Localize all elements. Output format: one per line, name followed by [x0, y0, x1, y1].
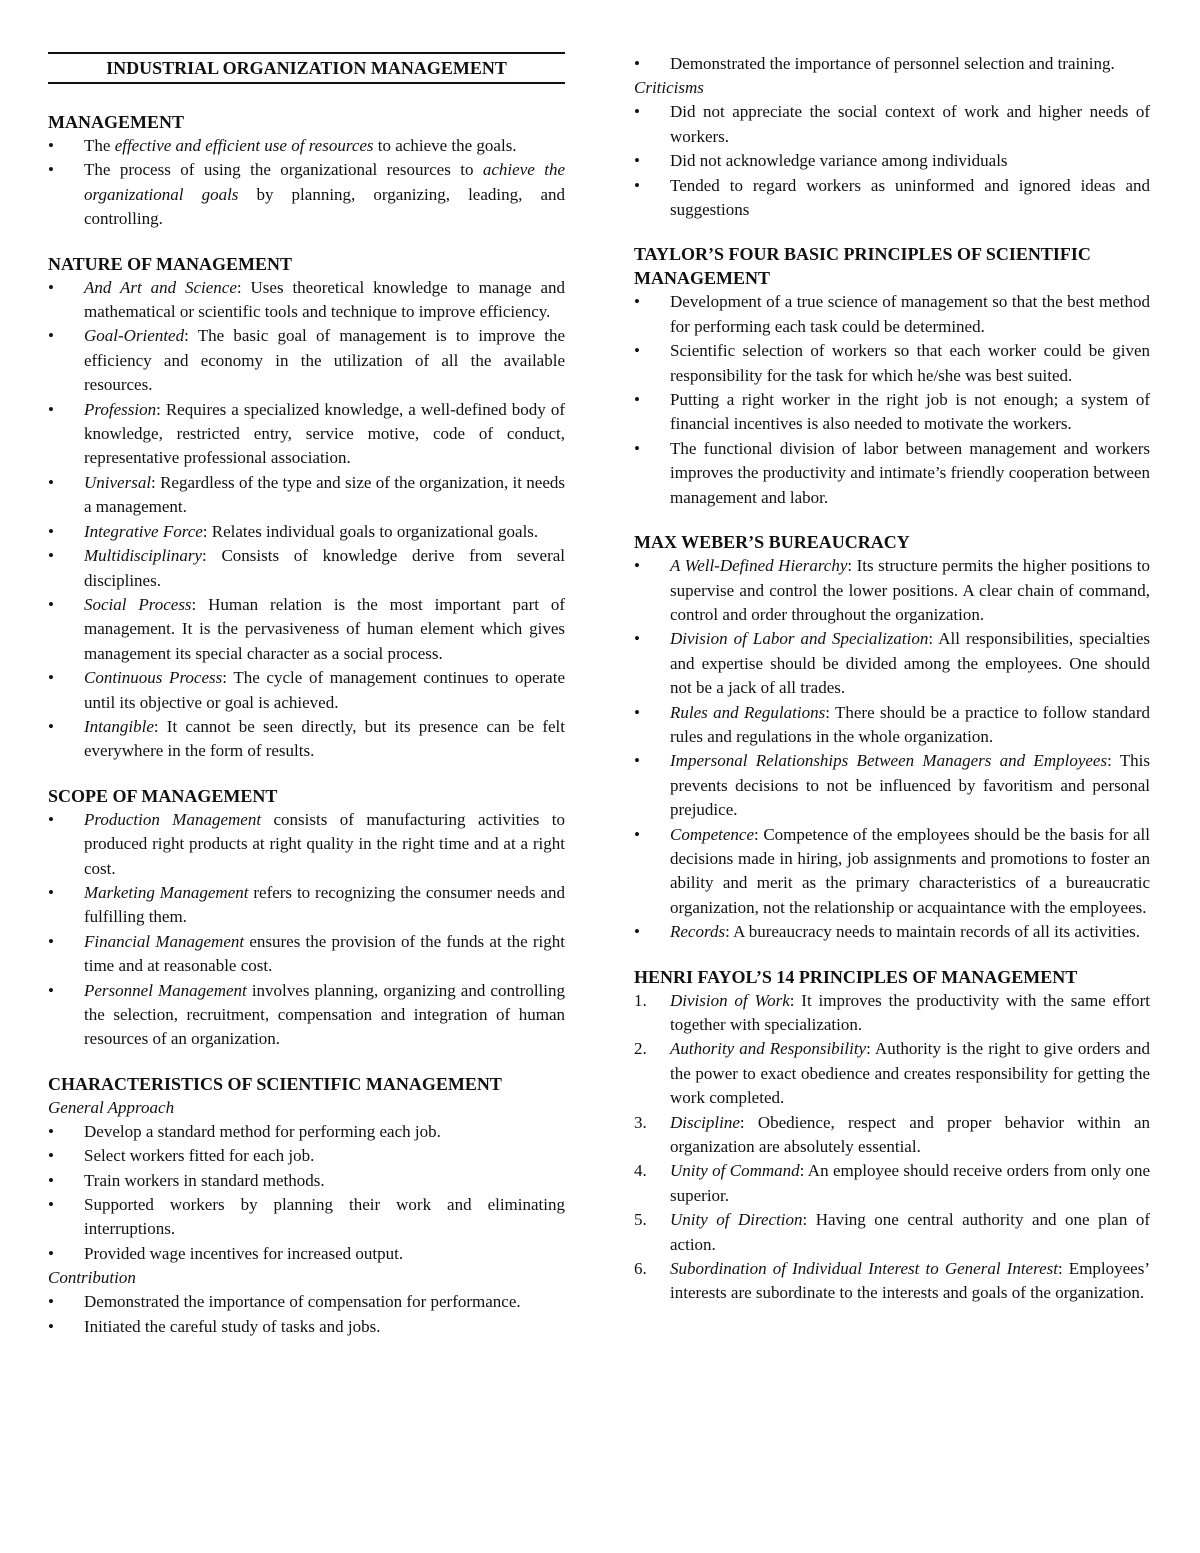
scientific-continued: [634, 52, 1150, 222]
list-item: • Develop a standard method for performing each job.: [48, 1120, 565, 1144]
subheading: Criticisms: [634, 78, 704, 98]
section-heading: SCOPE OF MANAGEMENT: [48, 785, 278, 806]
list-item: • Rules and Regulations: There should be a practice to follow standard rules and regulations in the whole organization.: [634, 701, 1150, 750]
list-item: • Personnel Management involves planning, organizing and controlling the selection, recruitment, compensation and integration of human resources of an organization.: [48, 979, 565, 1052]
list-item: • Intangible: It cannot be seen directly, but its presence can be felt everywhere in the form of results.: [48, 715, 565, 764]
list-item: • The functional division of labor between management and workers improves the productivity and intimate’s friendly cooperation between management and labor.: [634, 437, 1150, 510]
subheading: General Approach: [48, 1097, 175, 1117]
list-item: • Development of a true science of management so that the best method for performing each task could be determined.: [634, 290, 1150, 339]
list-item: 3. Discipline: Obedience, respect and proper behavior within an organization are absolutely essential.: [634, 1112, 1150, 1157]
list-item: • Social Process: Human relation is the most important part of management. It is the pervasiveness of human element which gives management its special character as a social process.: [48, 593, 565, 666]
management-section: [48, 110, 565, 232]
list-item: • Impersonal Relationships Between Managers and Employees: This prevents decisions to not be influenced by favoritism and personal prejudice.: [634, 749, 1150, 822]
bullet-list: [48, 808, 565, 1052]
scope-section: [48, 784, 565, 1052]
list-item: 5. Unity of Direction: Having one central authority and one plan of action.: [634, 1210, 1150, 1254]
list-item: • Competence: Competence of the employees should be the basis for all decisions made in hiring, job assignments and promotions to foster an ability and merit as the primary characteristics of a bureaucratic organization, not the relationship or acquaintance with the employees.: [634, 823, 1150, 921]
list-item: • Demonstrated the importance of compensation for performance.: [48, 1290, 565, 1314]
section-heading: TAYLOR’S FOUR BASIC PRINCIPLES OF SCIENTIFIC MANAGEMENT: [634, 244, 1091, 289]
list-item: • Marketing Management refers to recognizing the consumer needs and fulfilling them.: [48, 881, 565, 930]
bullet-list: [634, 290, 1150, 510]
list-item: • Profession: Requires a specialized knowledge, a well-defined body of knowledge, restricted entry, service motive, code of conduct, representative professional association.: [48, 398, 565, 471]
left-column: [48, 50, 565, 1359]
item-number: 4.: [634, 1161, 647, 1181]
list-item: 1. Division of Work: It improves the productivity with the same effort together with specialization.: [634, 990, 1150, 1034]
scientific-section: [48, 1072, 565, 1339]
list-item: • Supported workers by planning their work and eliminating interruptions.: [48, 1193, 565, 1242]
list-item: • Records: A bureaucracy needs to maintain records of all its activities.: [634, 920, 1150, 944]
list-item: • Multidisciplinary: Consists of knowledge derive from several disciplines.: [48, 544, 565, 593]
list-item: 2. Authority and Responsibility: Authority is the right to give orders and the power to exact obedience and creates responsibility for getting the work completed.: [634, 1039, 1150, 1108]
bullet-list: [634, 52, 1150, 76]
list-item: • Did not acknowledge variance among individuals: [634, 149, 1150, 173]
section-heading: MANAGEMENT: [48, 112, 184, 132]
list-item: • Did not appreciate the social context of work and higher needs of workers.: [634, 100, 1150, 149]
list-item: • Production Management consists of manufacturing activities to produced right products at right quality in the right time and at a right cost.: [48, 808, 565, 881]
nature-section: [48, 252, 565, 764]
bullet-list: [48, 276, 565, 764]
item-number: 5.: [634, 1210, 647, 1230]
list-item: • Universal: Regardless of the type and size of the organization, it needs a management.: [48, 471, 565, 520]
item-number: 6.: [634, 1259, 647, 1279]
document-title: INDUSTRIAL ORGANIZATION MANAGEMENT: [48, 52, 565, 84]
weber-section: [634, 530, 1150, 945]
list-item: • And Art and Science: Uses theoretical knowledge to manage and mathematical or scientific tools and technique to improve efficiency.: [48, 276, 565, 325]
item-number: 3.: [634, 1112, 647, 1132]
list-item: • Continuous Process: The cycle of management continues to operate until its objective or goal is achieved.: [48, 666, 565, 715]
list-item: • Select workers fitted for each job.: [48, 1144, 565, 1168]
list-item: 4. Unity of Command: An employee should receive orders from only one superior.: [634, 1161, 1150, 1205]
list-item: • The process of using the organizational resources to achieve the organizational goals by planning, organizing, leading, and controlling.: [48, 158, 565, 231]
list-item: • The effective and efficient use of resources to achieve the goals.: [48, 134, 565, 158]
section-heading: CHARACTERISTICS OF SCIENTIFIC MANAGEMENT: [48, 1073, 502, 1094]
list-item: • Train workers in standard methods.: [48, 1169, 565, 1193]
section-heading: MAX WEBER’S BUREAUCRACY: [634, 532, 910, 553]
list-item: • A Well-Defined Hierarchy: Its structure permits the higher positions to supervise and control the lower positions. A clear chain of command, control and order throughout the organization.: [634, 554, 1150, 627]
item-number: 2.: [634, 1039, 647, 1059]
list-item: • Putting a right worker in the right job is not enough; a system of financial incentives is also needed to motivate the workers.: [634, 388, 1150, 437]
list-item: • Goal-Oriented: The basic goal of management is to improve the efficiency and economy in the utilization of all the available resources.: [48, 324, 565, 397]
list-item: • Scientific selection of workers so that each worker could be given responsibility for the task for which he/she was best suited.: [634, 339, 1150, 388]
list-item: • Integrative Force: Relates individual goals to organizational goals.: [48, 520, 565, 544]
list-item: • Financial Management ensures the provision of the funds at the right time and at reasonable cost.: [48, 930, 565, 979]
bullet-list: [634, 100, 1150, 222]
list-item: • Provided wage incentives for increased output.: [48, 1242, 565, 1266]
item-number: 1.: [634, 990, 647, 1010]
section-heading: NATURE OF MANAGEMENT: [48, 253, 292, 274]
fayol-section: [634, 965, 1150, 1306]
list-item: • Tended to regard workers as uninformed and ignored ideas and suggestions: [634, 174, 1150, 223]
subheading: Contribution: [48, 1268, 136, 1288]
bullet-list: [48, 1290, 565, 1339]
list-item: 6. Subordination of Individual Interest to General Interest: Employees’ interests are subordinate to the interests and goals of the organization.: [634, 1259, 1151, 1303]
right-column: [634, 52, 1150, 1326]
taylor-section: [634, 242, 1150, 510]
list-item: • Division of Labor and Specialization: All responsibilities, specialties and expertise should be divided among the employees. One should not be a jack of all trades.: [634, 627, 1150, 700]
list-item: • Initiated the careful study of tasks and jobs.: [48, 1315, 565, 1339]
section-heading: HENRI FAYOL’S 14 PRINCIPLES OF MANAGEMENT: [634, 966, 1078, 987]
numbered-list: [634, 989, 1150, 1306]
list-item: • Demonstrated the importance of personnel selection and training.: [634, 52, 1150, 76]
bullet-list: [634, 554, 1150, 945]
bullet-list: [48, 134, 565, 232]
bullet-list: [48, 1120, 565, 1266]
